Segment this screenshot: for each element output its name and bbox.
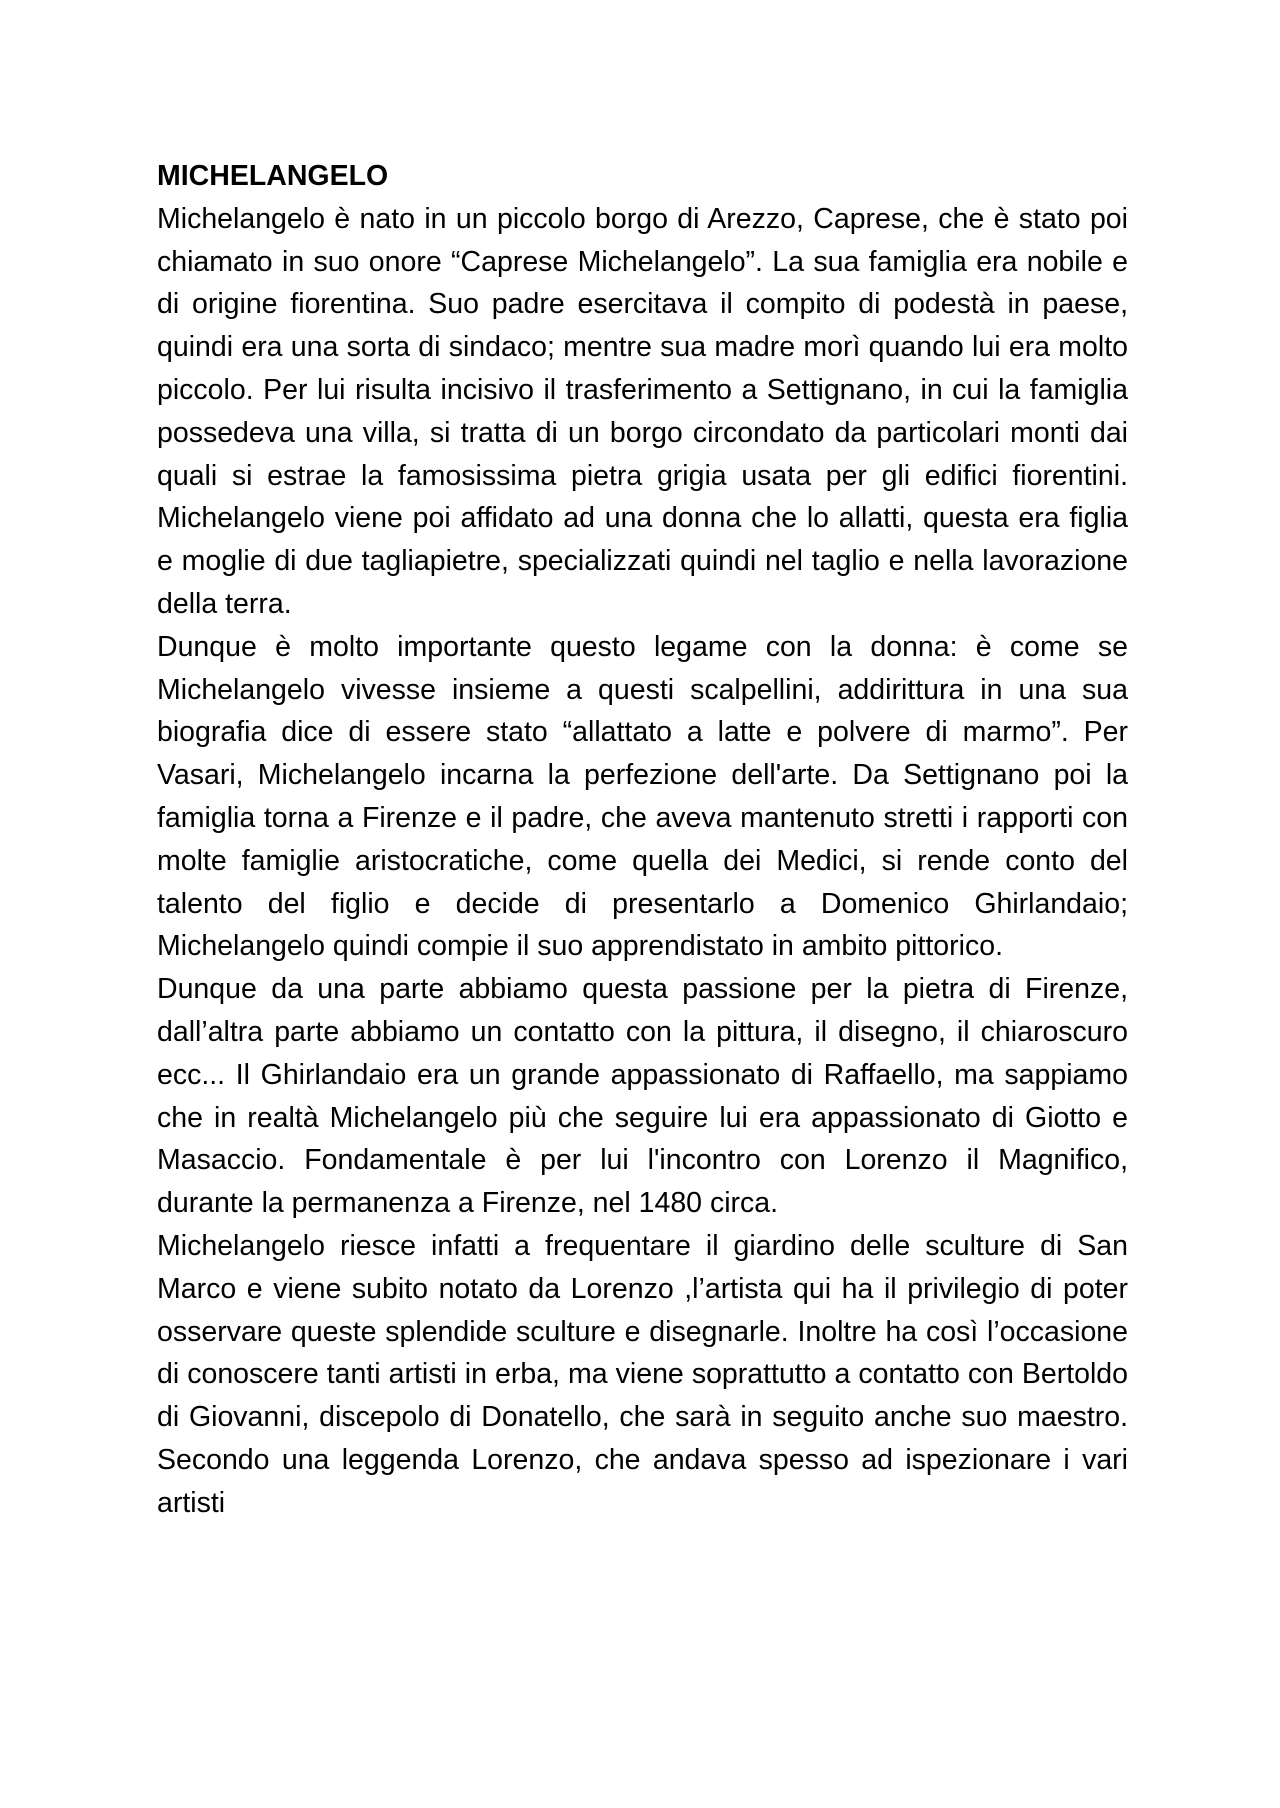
paragraph-birth-and-family: Michelangelo è nato in un piccolo borgo di Arezzo, Caprese, che è stato poi chiamato in suo onore “Caprese Michelangelo”. La sua famiglia era nobile e di origine fiorentina. Suo padre esercitava il compito di podestà in paese, quindi era una sorta di sindaco; mentre sua madre morì quando lui era molto piccolo. Per lui risulta incisivo il trasferimento a Settignano, in cui la famiglia possedeva una villa, si tratta di un borgo circondato da particolari monti dai quali si estrae la famosissima pietra grigia usata per gli edifici fiorentini. Michelangelo viene poi affidato ad una donna che lo allatti, questa era figlia e moglie di due tagliapietre, specializzati quindi nel taglio e nella lavorazione della terra. (157, 202, 1128, 620)
document-title: MICHELANGELO (157, 160, 389, 192)
paragraph-stone-and-painting: Dunque da una parte abbiamo questa passione per la pietra di Firenze, dall’altra parte abbiamo un contatto con la pittura, il disegno, il chiaroscuro ecc... Il Ghirlandaio era un grande appassionato di Raffaello, ma sappiamo che in realtà Michelangelo più che seguire lui era appassionato di Giotto e Masaccio. Fondamentale è per lui l'incontro con Lorenzo il Magnifico, durante la permanenza a Firenze, nel 1480 circa. (157, 973, 1128, 1220)
document-body (157, 155, 1128, 1525)
paragraph-san-marco-garden: Michelangelo riesce infatti a frequentare il giardino delle sculture di San Marco e viene subito notato da Lorenzo ,l’artista qui ha il privilegio di poter osservare queste splendide sculture e disegnarle. Inoltre ha così l’occasione di conoscere tanti artisti in erba, ma viene soprattutto a contatto con Bertoldo di Giovanni, discepolo di Donatello, che sarà in seguito anche suo maestro. Secondo una leggenda Lorenzo, che andava spesso ad ispezionare i vari artisti (157, 1229, 1128, 1519)
paragraph-wet-nurse-and-apprenticeship: Dunque è molto importante questo legame con la donna: è come se Michelangelo vivesse insieme a questi scalpellini, addirittura in una sua biografia dice di essere stato “allattato a latte e polvere di marmo”. Per Vasari, Michelangelo incarna la perfezione dell'arte. Da Settignano poi la famiglia torna a Firenze e il padre, che aveva mantenuto stretti i rapporti con molte famiglie aristocratiche, come quella dei Medici, si rende conto del talento del figlio e decide di presentarlo a Domenico Ghirlandaio; Michelangelo quindi compie il suo apprendistato in ambito pittorico. (157, 630, 1128, 963)
